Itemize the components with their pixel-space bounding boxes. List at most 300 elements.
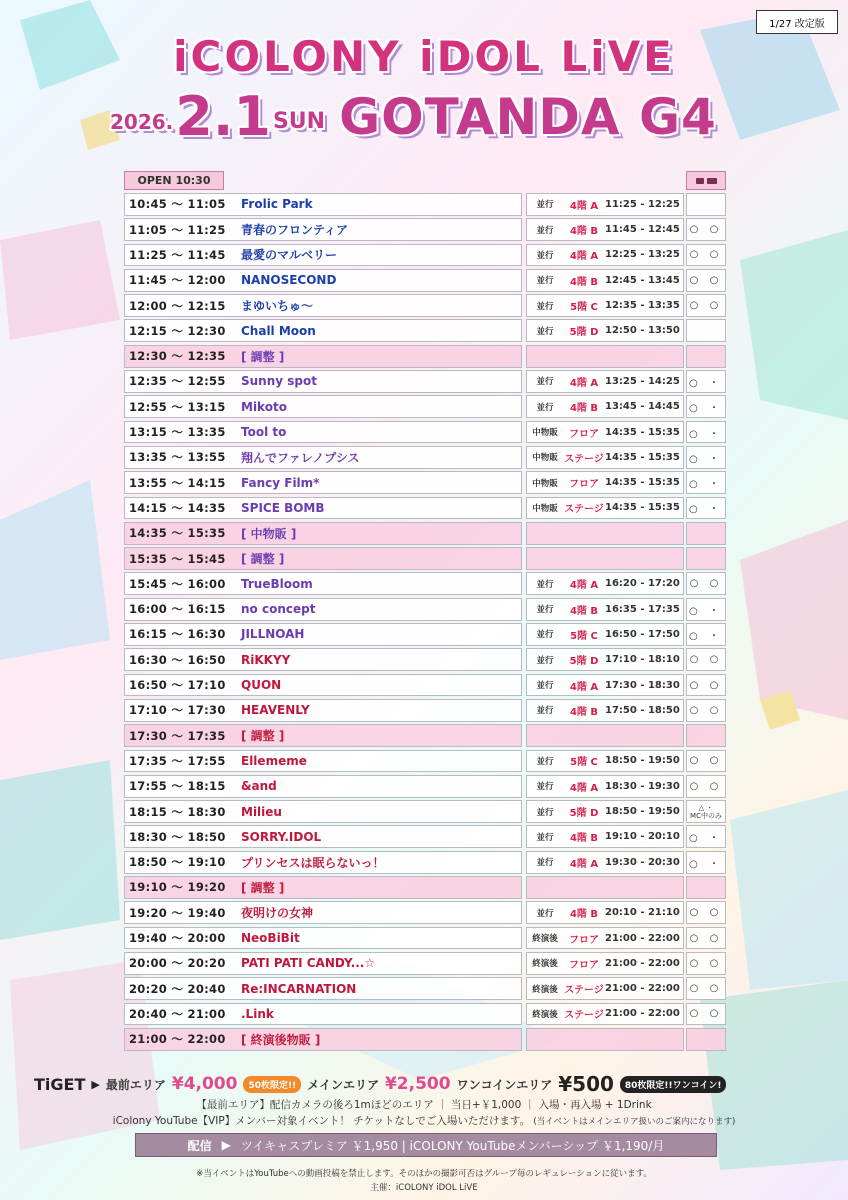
photo-policy: ○ ・ [689, 377, 723, 389]
tokuten-time: 17:10 - 18:10 [605, 654, 680, 666]
photo-policy: ○ ・ [689, 630, 723, 642]
table-row [124, 497, 726, 520]
main-area-label: メインエリア [307, 1077, 379, 1092]
tokuten-type: 終演後 [532, 984, 558, 995]
performer-name: まゆいちゅ〜 [241, 299, 314, 314]
photo-policy-cell [686, 497, 726, 520]
performer-name: [ 調整 ] [241, 880, 285, 895]
photo-policy: ○ ○ [689, 224, 723, 236]
photo-policy: ○ ○ [689, 274, 723, 286]
tokuten-time: 14:35 - 15:35 [605, 502, 680, 514]
tokuten-type: 並行 [536, 402, 554, 413]
tokuten-time: 18:50 - 19:50 [605, 806, 680, 818]
performance-time: 18:15 〜 18:30 [129, 804, 226, 819]
photo-policy-cell [686, 395, 726, 418]
tokuten-time: 19:30 - 20:30 [605, 856, 680, 868]
tokuten-area: 5階 C [570, 302, 598, 314]
performance-cell [124, 952, 522, 975]
photo-policy-cell [686, 218, 726, 241]
tokuten-cell [526, 977, 684, 1000]
play-arrow-icon: ▶ [221, 1138, 231, 1152]
tokuten-cell [526, 1003, 684, 1026]
tokuten-area: 4階 A [569, 251, 599, 263]
tokuten-cell [526, 193, 684, 216]
tokuten-time: 12:35 - 13:35 [605, 300, 680, 312]
performer-name: [ 調整 ] [241, 349, 285, 364]
performance-time: 12:00 〜 12:15 [129, 298, 226, 313]
tokuten-type: 並行 [536, 579, 554, 590]
performance-cell [124, 699, 522, 722]
performance-cell [124, 800, 522, 823]
tokuten-time: 11:45 - 12:45 [605, 224, 680, 236]
performer-name: 夜明けの女神 [241, 906, 314, 921]
vip-info-text: iColony YouTube【VIP】メンバー対象イベント！ チケットなしでご入場いただけます。 [112, 1115, 531, 1127]
photo-policy-cell [686, 319, 726, 342]
photo-policy-cell [686, 370, 726, 393]
performance-cell [124, 446, 522, 469]
performer-name: &and [241, 779, 277, 794]
tokuten-time: 16:35 - 17:35 [605, 603, 680, 615]
photo-policy [687, 804, 725, 820]
tokuten-type: 終演後 [532, 1009, 558, 1020]
photo-policy: ○ ・ [689, 453, 723, 465]
photo-policy: ○ ・ [689, 403, 723, 415]
table-row [124, 370, 726, 393]
tokuten-cell [526, 800, 684, 823]
performance-time: 11:45 〜 12:00 [129, 273, 226, 288]
tokuten-area: 4階 A [569, 580, 599, 592]
performance-time: 17:10 〜 17:30 [129, 703, 226, 718]
event-date-venue [110, 85, 717, 148]
performance-cell [124, 927, 522, 950]
tokuten-time: 12:25 - 13:25 [605, 249, 680, 261]
table-row [124, 471, 726, 494]
tokuten-cell [526, 497, 684, 520]
performance-time: 12:35 〜 12:55 [129, 374, 226, 389]
photo-policy: ○ ○ [689, 755, 723, 767]
tokuten-time: 18:50 - 19:50 [605, 755, 680, 767]
tokuten-time: 13:45 - 14:45 [605, 401, 680, 413]
tokuten-type: 中物販 [532, 453, 558, 464]
performance-time: 21:00 〜 22:00 [129, 1032, 226, 1047]
tokuten-time: 14:35 - 15:35 [605, 426, 680, 438]
performance-cell [124, 623, 522, 646]
performer-name: SORRY.IDOL [241, 829, 322, 844]
photo-policy-cell [686, 547, 726, 570]
performance-cell [124, 977, 522, 1000]
performance-time: 15:35 〜 15:45 [129, 551, 226, 566]
tokuten-area: 4階 A [569, 200, 599, 212]
tokuten-area: 4階 B [569, 605, 599, 617]
tokuten-time: 21:00 - 22:00 [605, 932, 680, 944]
tokuten-time: 18:30 - 19:30 [605, 780, 680, 792]
tokuten-area: 4階 B [569, 833, 599, 845]
performance-cell [124, 825, 522, 848]
tokuten-area: 5階 D [569, 656, 599, 668]
table-row [124, 294, 726, 317]
performance-cell [124, 294, 522, 317]
photo-policy-cell [686, 825, 726, 848]
performance-time: 18:50 〜 19:10 [129, 855, 226, 870]
performance-time: 12:30 〜 12:35 [129, 349, 226, 364]
performance-time: 13:55 〜 14:15 [129, 475, 226, 490]
performance-cell [124, 269, 522, 292]
tokuten-time: 12:50 - 13:50 [605, 325, 680, 337]
photo-policy-cell [686, 952, 726, 975]
tokuten-time: 12:45 - 13:45 [605, 274, 680, 286]
photo-policy: ○ ・ [689, 504, 723, 516]
performance-time: 20:40 〜 21:00 [129, 1006, 226, 1021]
tokuten-time: 21:00 - 22:00 [605, 983, 680, 995]
table-row [124, 623, 726, 646]
tokuten-type: 並行 [536, 377, 554, 388]
tokuten-time: 20:10 - 21:10 [605, 907, 680, 919]
tokuten-time: 11:25 - 12:25 [605, 198, 680, 210]
tokuten-area: 4階 A [569, 782, 599, 794]
vip-info [0, 1113, 848, 1128]
performance-time: 14:35 〜 15:35 [129, 526, 226, 541]
tokuten-cell [526, 699, 684, 722]
performer-name: RiKKYY [241, 652, 291, 667]
tokuten-time: 17:30 - 18:30 [605, 679, 680, 691]
tokuten-cell [526, 623, 684, 646]
front-area-tag: 50枚限定!! [243, 1076, 301, 1093]
table-row [124, 193, 726, 216]
tokuten-type: 並行 [536, 276, 554, 287]
performer-name: Milieu [241, 804, 282, 819]
tokuten-time: 21:00 - 22:00 [605, 957, 680, 969]
table-row [124, 952, 726, 975]
tokuten-cell [526, 572, 684, 595]
photo-policy-cell [686, 1003, 726, 1026]
open-time: OPEN 10:30 [124, 171, 224, 190]
table-row [124, 901, 726, 924]
photo-policy: ○ ○ [689, 679, 723, 691]
tokuten-area: ステージ [564, 453, 604, 465]
tokuten-type: 並行 [536, 225, 554, 236]
camera-icon-glyph [696, 178, 704, 184]
coin-area-tag: 80枚限定!!ワンコイン! [620, 1076, 727, 1093]
performance-cell [124, 876, 522, 899]
photo-policy-cell [686, 269, 726, 292]
tokuten-type: 並行 [536, 706, 554, 717]
tokuten-area: 4階 B [569, 276, 599, 288]
performance-cell [124, 218, 522, 241]
photo-policy-cell [686, 724, 726, 747]
photo-policy-cell [686, 750, 726, 773]
play-arrow-icon: ▶ [91, 1077, 100, 1091]
tokuten-time: 13:25 - 14:25 [605, 375, 680, 387]
table-row [124, 876, 726, 899]
tokuten-type: 並行 [536, 756, 554, 767]
table-row [124, 674, 726, 697]
performance-time: 20:20 〜 20:40 [129, 981, 226, 996]
table-row [124, 724, 726, 747]
front-area-info: 【最前エリア】配信カメラの後ろ1mほどのエリア ｜ 当日+￥1,000 ｜ 入場・再入場 + 1Drink [196, 1099, 652, 1111]
event-day: SUN [272, 109, 326, 134]
performer-name: 青春のフロンティア [241, 223, 349, 238]
table-row [124, 319, 726, 342]
table-row [124, 800, 726, 823]
photo-policy-cell [686, 648, 726, 671]
tokuten-type: 中物販 [532, 428, 558, 439]
tokuten-cell [526, 547, 684, 570]
performance-cell [124, 471, 522, 494]
table-row [124, 244, 726, 267]
photo-policy-cell [686, 294, 726, 317]
performance-time: 13:35 〜 13:55 [129, 450, 226, 465]
event-venue: GOTANDA G4 [339, 88, 717, 146]
photo-policy-cell [686, 421, 726, 444]
photo-policy-cell [686, 572, 726, 595]
performance-cell [124, 1003, 522, 1026]
tokuten-type: 並行 [536, 782, 554, 793]
table-row [124, 699, 726, 722]
performer-name: Mikoto [241, 399, 287, 414]
photo-policy: ○ ○ [689, 654, 723, 666]
table-row [124, 345, 726, 368]
tokuten-area: ステージ [564, 504, 604, 516]
performer-name: Frolic Park [241, 197, 313, 212]
performer-name: 最愛のマルベリー [241, 248, 338, 263]
performance-cell [124, 674, 522, 697]
stream-text: ツイキャスプレミア ￥1,950 | iCOLONY YouTubeメンバーシップ ￥1,190/月 [240, 1138, 665, 1153]
tokuten-cell [526, 522, 684, 545]
table-row [124, 648, 726, 671]
tokuten-type: 並行 [536, 200, 554, 211]
performer-name: [ 調整 ] [241, 552, 285, 567]
performance-time: 16:50 〜 17:10 [129, 678, 226, 693]
photo-policy: ○ ○ [689, 780, 723, 792]
performance-time: 17:55 〜 18:15 [129, 779, 226, 794]
photo-policy-note: MC中のみ [690, 811, 722, 820]
photo-policy-cell [686, 775, 726, 798]
photo-policy-cell [686, 876, 726, 899]
performance-time: 12:55 〜 13:15 [129, 399, 226, 414]
performance-time: 18:30 〜 18:50 [129, 829, 226, 844]
performer-name: Sunny spot [241, 374, 317, 389]
performance-time: 11:25 〜 11:45 [129, 247, 226, 262]
performer-name: NeoBiBit [241, 931, 300, 945]
performance-time: 19:40 〜 20:00 [129, 931, 226, 945]
table-row [124, 927, 726, 950]
performance-time: 20:00 〜 20:20 [129, 956, 226, 971]
photo-policy: ○ ○ [689, 1008, 723, 1020]
photo-policy: ○ ・ [689, 605, 723, 617]
tokuten-type: 並行 [536, 250, 554, 261]
tokuten-area: 4階 A [569, 858, 599, 870]
coin-area-label: ワンコインエリア [456, 1077, 553, 1092]
tokuten-type: 並行 [536, 605, 554, 616]
tokuten-time: 17:50 - 18:50 [605, 704, 680, 716]
table-row [124, 421, 726, 444]
tokuten-area: ステージ [564, 985, 604, 997]
performer-name: QUON [241, 678, 282, 693]
tokuten-cell [526, 927, 684, 950]
table-row [124, 547, 726, 570]
tokuten-area: 4階 B [569, 909, 599, 921]
photo-policy-cell [686, 851, 726, 874]
photo-policy: ○ ○ [689, 957, 723, 969]
performance-time: 13:15 〜 13:35 [129, 425, 226, 440]
photo-policy-cell [686, 699, 726, 722]
tokuten-cell [526, 269, 684, 292]
photo-policy: ○ ○ [689, 704, 723, 716]
performer-name: PATI PATI CANDY...☆ [241, 956, 376, 971]
performance-cell [124, 572, 522, 595]
table-row [124, 851, 726, 874]
performance-time: 12:15 〜 12:30 [129, 323, 226, 338]
performer-name: Tool to [241, 425, 287, 440]
tokuten-cell [526, 370, 684, 393]
tokuten-cell [526, 294, 684, 317]
performer-name: JILLNOAH [241, 627, 305, 642]
photo-policy: ○ ○ [689, 300, 723, 312]
photo-policy-cell [686, 522, 726, 545]
performance-time: 16:30 〜 16:50 [129, 652, 226, 667]
stream-info [135, 1133, 717, 1157]
table-row [124, 775, 726, 798]
performance-time: 17:35 〜 17:55 [129, 753, 226, 768]
tokuten-area: 5階 D [569, 808, 599, 820]
performer-name: プリンセスは眠らないっ！ [241, 855, 385, 870]
event-title: iCOLONY iDOL LiVE [173, 32, 675, 81]
performer-name: SPICE BOMB [241, 500, 325, 515]
ticket-prices [34, 1072, 834, 1096]
tokuten-time: 16:20 - 17:20 [605, 578, 680, 590]
photo-policy-cell [686, 901, 726, 924]
photo-policy-cell [686, 598, 726, 621]
performance-time: 14:15 〜 14:35 [129, 500, 226, 515]
photo-policy-cell [686, 244, 726, 267]
photo-policy: ○ ・ [689, 833, 723, 845]
tokuten-type: 並行 [536, 681, 554, 692]
photo-policy: ○ ○ [689, 932, 723, 944]
photo-policy-cell [686, 446, 726, 469]
performer-name: [ 中物販 ] [241, 526, 297, 541]
performance-cell [124, 598, 522, 621]
performer-name: 翔んでファレノプシス [241, 450, 360, 465]
event-year: 2026. [110, 110, 174, 134]
tokuten-type: 並行 [536, 807, 554, 818]
tokuten-cell [526, 648, 684, 671]
table-row [124, 269, 726, 292]
performer-name: no concept [241, 602, 316, 617]
performance-cell [124, 421, 522, 444]
table-row [124, 395, 726, 418]
tokuten-cell [526, 421, 684, 444]
event-date: 2.1 [175, 85, 271, 148]
tokuten-type: 中物販 [532, 503, 558, 514]
tokuten-cell [526, 952, 684, 975]
tokuten-cell [526, 1028, 684, 1051]
front-area-price: ¥4,000 [171, 1074, 238, 1094]
tokuten-time: 19:10 - 20:10 [605, 831, 680, 843]
photo-policy: ○ ・ [689, 479, 723, 491]
organizer: 主催：iCOLONY iDOL LiVE [370, 1183, 478, 1193]
performance-cell [124, 750, 522, 773]
tokuten-cell [526, 471, 684, 494]
table-row [124, 572, 726, 595]
photo-policy-mark: △ ・ [698, 803, 714, 812]
performance-cell [124, 1028, 522, 1051]
tokuten-cell [526, 345, 684, 368]
performance-time: 17:30 〜 17:35 [129, 728, 226, 743]
tokuten-cell [526, 446, 684, 469]
performance-cell [124, 851, 522, 874]
performance-cell [124, 901, 522, 924]
photo-policy-cell [686, 1028, 726, 1051]
tokuten-cell [526, 724, 684, 747]
tokuten-cell [526, 876, 684, 899]
performer-name: Chall Moon [241, 323, 316, 338]
performance-cell [124, 319, 522, 342]
tokuten-cell [526, 775, 684, 798]
performance-time: 19:10 〜 19:20 [129, 880, 226, 895]
tokuten-cell [526, 825, 684, 848]
table-row [124, 1028, 726, 1051]
photo-policy-cell [686, 927, 726, 950]
tokuten-cell [526, 598, 684, 621]
tokuten-area: 5階 C [570, 630, 598, 642]
timetable [124, 193, 726, 1053]
tokuten-type: 並行 [536, 908, 554, 919]
performer-name: Fancy Film* [241, 475, 320, 490]
performance-cell [124, 648, 522, 671]
main-area-price: ¥2,500 [384, 1074, 451, 1094]
tokuten-time: 16:50 - 17:50 [605, 628, 680, 640]
photo-policy-cell [686, 345, 726, 368]
performance-cell [124, 345, 522, 368]
performance-cell [124, 193, 522, 216]
tokuten-area: 4階 B [569, 226, 599, 238]
photo-policy-cell [686, 471, 726, 494]
tokuten-cell [526, 244, 684, 267]
tokuten-type: 終演後 [532, 959, 558, 970]
performer-name: HEAVENLY [241, 703, 310, 718]
performance-time: 11:05 〜 11:25 [129, 222, 226, 237]
tokuten-type: 並行 [536, 630, 554, 641]
tokuten-cell [526, 319, 684, 342]
front-area-label: 最前エリア [105, 1077, 166, 1092]
tokuten-type: 並行 [536, 858, 554, 869]
tokuten-area: 5階 C [570, 757, 598, 769]
performer-name: NANOSECOND [241, 273, 337, 288]
performance-cell [124, 522, 522, 545]
photo-policy: ○ ・ [689, 428, 723, 440]
performance-time: 19:20 〜 19:40 [129, 905, 226, 920]
table-row [124, 750, 726, 773]
tokuten-cell [526, 395, 684, 418]
tokuten-cell [526, 901, 684, 924]
performance-time: 10:45 〜 11:05 [129, 197, 226, 212]
photo-policy-cell [686, 977, 726, 1000]
table-row [124, 598, 726, 621]
performance-cell [124, 244, 522, 267]
performance-cell [124, 547, 522, 570]
photo-policy-cell [686, 623, 726, 646]
performance-cell [124, 395, 522, 418]
photo-policy: ○ ○ [689, 983, 723, 995]
vip-info-note: (当イベントはメインエリア扱いのご案内になります) [533, 1117, 736, 1127]
performance-cell [124, 370, 522, 393]
tokuten-area: フロア [569, 959, 599, 971]
ticket-brand: TiGET [34, 1074, 86, 1094]
notice: ※当イベントはYouTubeへの動画投稿を禁止します。そのほかの撮影可否はグループ毎のレギュレーションに従います。 [196, 1169, 652, 1179]
photo-policy-cell [686, 193, 726, 216]
photo-policy: ○ ・ [689, 858, 723, 870]
performance-cell [124, 775, 522, 798]
